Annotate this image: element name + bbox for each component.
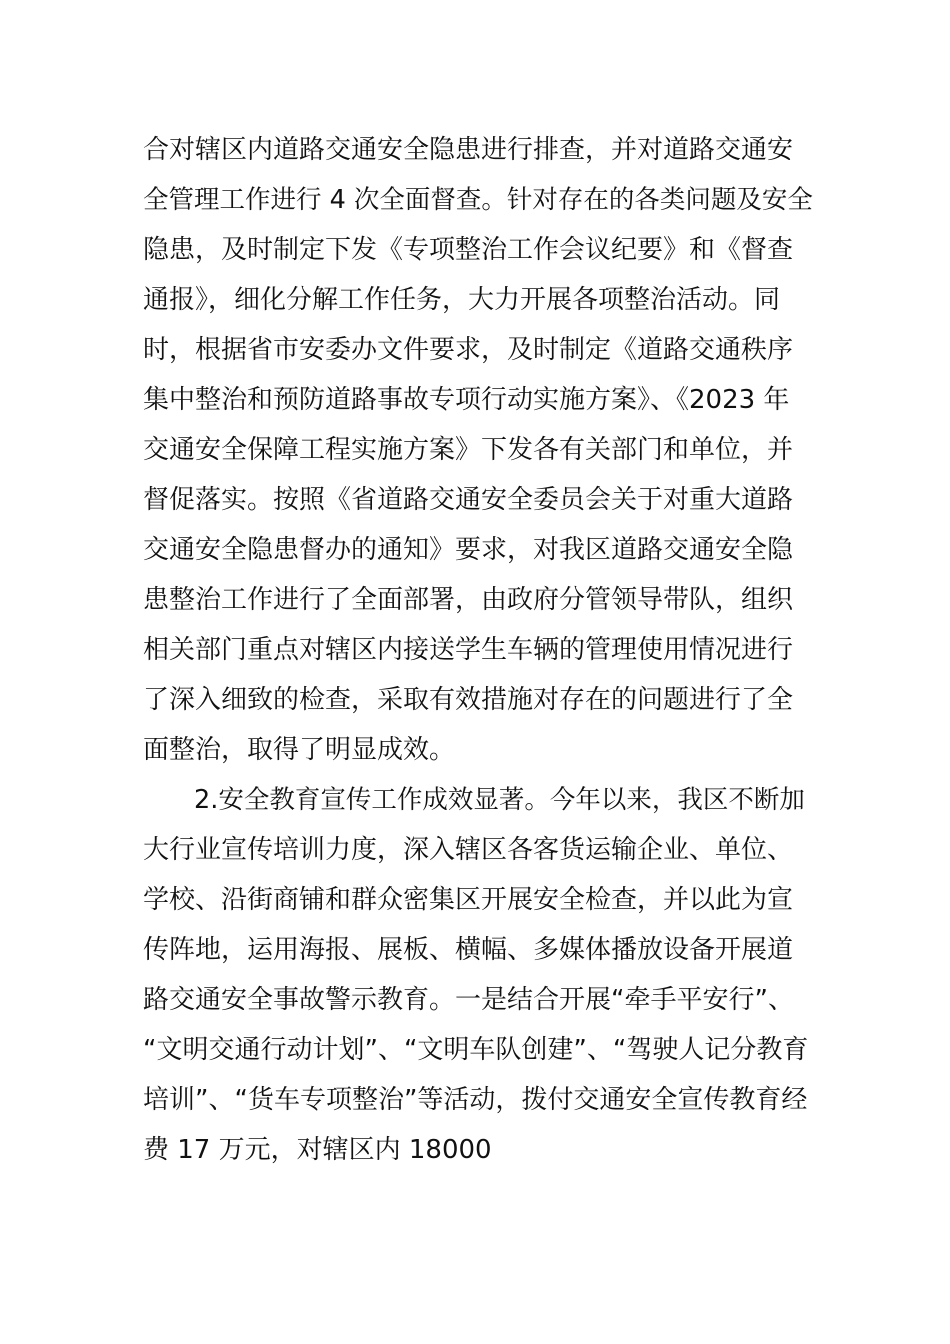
text-line: “文明交通行动计划”、“文明车队创建”、“驾驶人记分教育	[143, 1035, 809, 1065]
text-line: 督促落实。按照《省道路交通安全委员会关于对重大道路	[143, 485, 794, 515]
text-line: 时，根据省市安委办文件要求，及时制定《道路交通秩序	[143, 335, 794, 365]
text-line: 患整治工作进行了全面部署，由政府分管领导带队，组织	[143, 585, 794, 615]
text-line: 集中整治和预防道路事故专项行动实施方案》、《2023 年	[143, 385, 790, 415]
text-line: 学校、沿街商铺和群众密集区开展安全检查，并以此为宣	[143, 885, 794, 915]
text-line: 了深入细致的检查，采取有效措施对存在的问题进行了全	[143, 685, 794, 715]
text-line: 路交通安全事故警示教育。一是结合开展“牵手平安行”、	[143, 985, 794, 1015]
text-line: 交通安全隐患督办的通知》要求，对我区道路交通安全隐	[143, 535, 794, 565]
body-text	[143, 125, 813, 1175]
text-line: 通报》，细化分解工作任务，大力开展各项整治活动。同	[143, 285, 781, 315]
text-line: 面整治，取得了明显成效。	[143, 735, 456, 765]
text-line: 费 17 万元，对辖区内 18000	[143, 1135, 492, 1165]
text-line: 交通安全保障工程实施方案》下发各有关部门和单位，并	[143, 435, 794, 465]
text-line: 2.安全教育宣传工作成效显著。今年以来，我区不断加	[143, 785, 805, 815]
text-line: 合对辖区内道路交通安全隐患进行排查，并对道路交通安	[143, 135, 794, 165]
text-line: 相关部门重点对辖区内接送学生车辆的管理使用情况进行	[143, 635, 794, 665]
text-line: 大行业宣传培训力度，深入辖区各客货运输企业、单位、	[143, 835, 794, 865]
text-line: 培训”、“货车专项整治”等活动，拨付交通安全宣传教育经	[143, 1085, 808, 1115]
text-line: 传阵地，运用海报、展板、横幅、多媒体播放设备开展道	[143, 935, 794, 965]
text-line: 全管理工作进行 4 次全面督查。针对存在的各类问题及安全	[143, 185, 813, 215]
text-line: 隐患，及时制定下发《专项整治工作会议纪要》和《督查	[143, 235, 794, 265]
